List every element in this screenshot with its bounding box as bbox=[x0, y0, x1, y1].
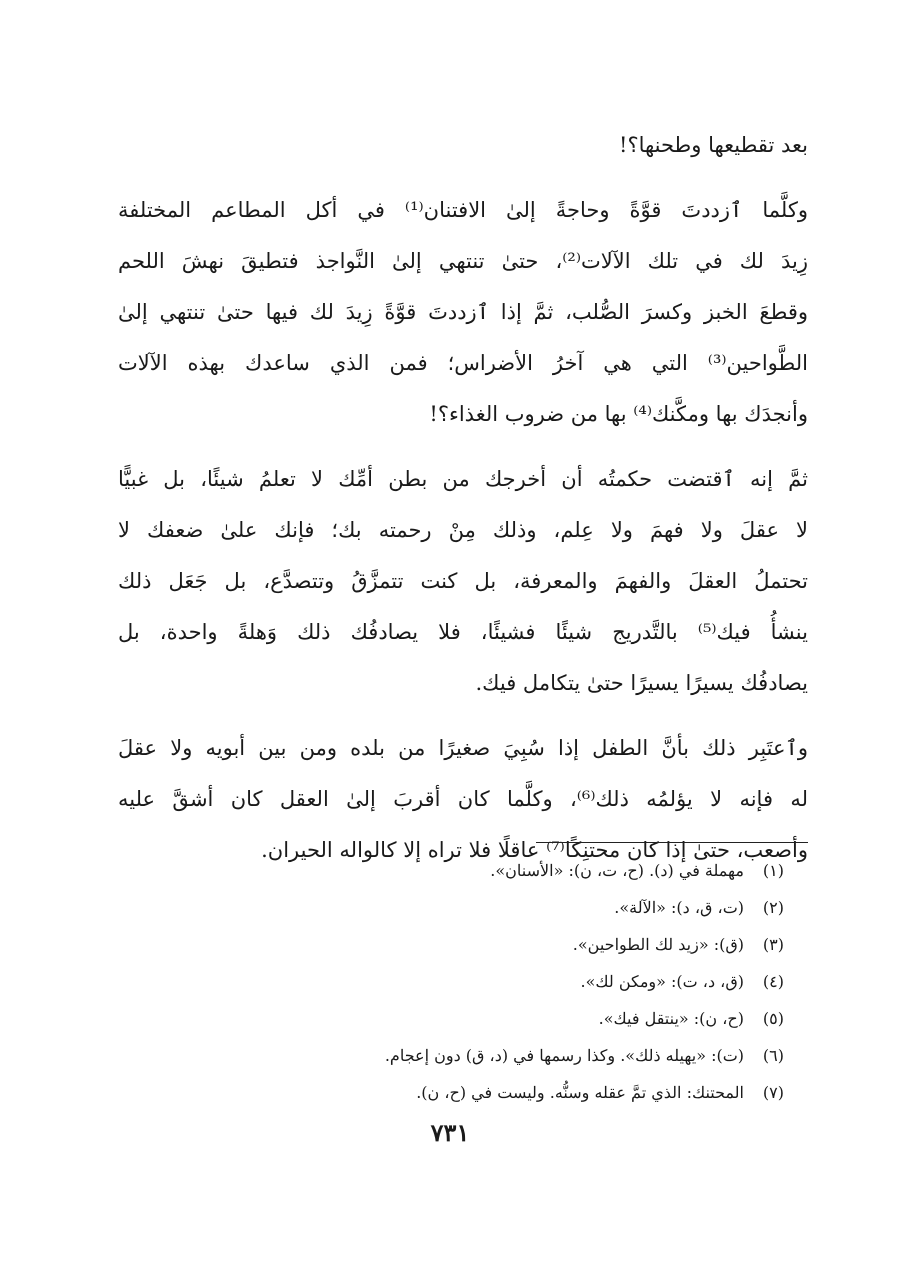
footnote-number: (٢) bbox=[762, 898, 784, 917]
footnote-text: (ق): «زيد لك الطواحين». bbox=[572, 935, 744, 954]
footnote-text: (ق، د، ت): «ومكن لك». bbox=[580, 972, 744, 991]
footnote-number: (٤) bbox=[762, 972, 784, 991]
text-line: الطَّواحين⁽³⁾ التي هي آخرُ الأضراس؛ فمن الذي ساعدك بهذه الآلات bbox=[118, 351, 808, 375]
footnote-text: (ت): «يهيله ذلك». وكذا رسمها في (د، ق) دون إعجام. bbox=[384, 1046, 744, 1065]
footnote-number: (٦) bbox=[762, 1046, 784, 1065]
text-line: ينشأُ فيك⁽⁵⁾ بالتَّدريج شيئًا فشيئًا، فلا يصادفُك ذلك وَهلةً واحدة، بل bbox=[118, 620, 808, 644]
footnote bbox=[118, 926, 784, 963]
page-number: ٧٣١ bbox=[430, 1118, 470, 1147]
text-line: وأنجدَك بها ومكَّنك⁽⁴⁾ بها من ضروب الغذاء؟! bbox=[429, 402, 808, 426]
footnote-text: (ت، ق، د): «الآلة». bbox=[614, 898, 744, 917]
text-line: زِيدَ لك في تلك الآلات⁽²⁾، حتىٰ تنتهي إلىٰ النَّواجذ فتطيقَ نهشَ اللحم bbox=[118, 249, 808, 273]
footnote-text: (ح، ن): «ينتقل فيك». bbox=[598, 1009, 744, 1028]
footnote-number: (٧) bbox=[762, 1083, 784, 1102]
footnote bbox=[118, 1037, 784, 1074]
footnote-number: (٣) bbox=[762, 935, 784, 954]
text-line: تحتملُ العقلَ والفهمَ والمعرفة، بل كنت تتمزَّقُ وتتصدَّع، بل جَعَل ذلك bbox=[118, 569, 808, 593]
paragraph-1 bbox=[118, 120, 808, 171]
footnote-number: (٥) bbox=[762, 1009, 784, 1028]
footnote-text: المحتنك: الذي تمَّ عقله وسنُّه. وليست في (ح، ن). bbox=[416, 1083, 744, 1102]
footnote-divider bbox=[536, 842, 808, 843]
paragraph-2 bbox=[118, 185, 808, 440]
footnote bbox=[118, 1074, 784, 1111]
text-line: وكلَّما ٱزددتَ قوَّةً وحاجةً إلىٰ الافتنان⁽¹⁾ في أكل المطاعم المختلفة bbox=[118, 198, 808, 222]
text-line: وأصعب، حتىٰ إذا كان محتنِكًا⁽⁷⁾ عاقلًا فلا تراه إلا كالواله الحيران. bbox=[261, 838, 808, 862]
text-line: له فإنه لا يؤلمُه ذلك⁽⁶⁾، وكلَّما كان أقربَ إلىٰ العقل كان أشقَّ عليه bbox=[118, 787, 808, 811]
footnote-text: مهملة في (د). (ح، ت، ن): «الأسنان». bbox=[490, 861, 744, 880]
footnote bbox=[118, 963, 784, 1000]
footnote-number: (١) bbox=[762, 861, 784, 880]
text-line: وٱعتَبِر ذلك بأنَّ الطفل إذا سُبِيَ صغيرًا من بلده ومن بين أبويه ولا عقلَ bbox=[118, 736, 808, 760]
text-line: بعد تقطيعها وطحنها؟! bbox=[619, 133, 808, 157]
text-line: وقطعَ الخبز وكسرَ الصُّلب، ثمَّ إذا ٱزددتَ قوَّةً زِيدَ لك فيها حتىٰ تنتهي إلىٰ bbox=[118, 300, 808, 324]
paragraph-3 bbox=[118, 454, 808, 709]
footnote bbox=[118, 852, 784, 889]
footnote bbox=[118, 889, 784, 926]
text-line: يصادفُك يسيرًا يسيرًا حتىٰ يتكامل فيك. bbox=[475, 671, 808, 695]
text-line: ثمَّ إنه ٱقتضت حكمتُه أن أخرجك من بطن أمِّك لا تعلمُ شيئًا، بل غبيًّا bbox=[118, 467, 808, 491]
main-text bbox=[118, 120, 808, 876]
footnotes bbox=[118, 852, 784, 1111]
text-line: لا عقلَ ولا فهمَ ولا عِلم، وذلك مِنْ رحمته بك؛ فإنك علىٰ ضعفك لا bbox=[118, 518, 808, 542]
footnote bbox=[118, 1000, 784, 1037]
